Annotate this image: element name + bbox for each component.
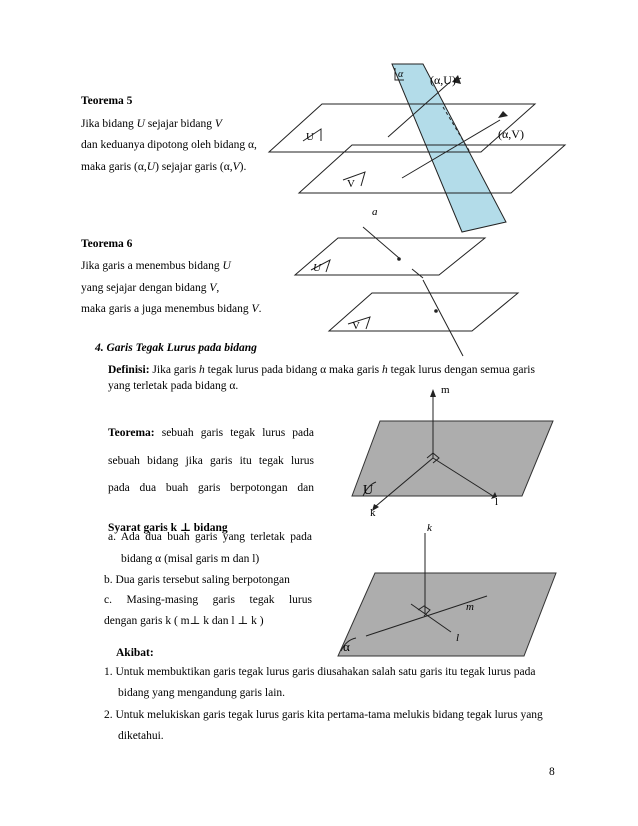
label-k: k — [370, 507, 376, 519]
plane-alpha-4 — [338, 573, 556, 656]
teorema-line-3: pada dua buah garis berpotongan dan — [108, 482, 314, 494]
syarat-b-line: b. Dua garis tersebut saling berpotongan — [104, 574, 290, 586]
label-alpha: α — [398, 69, 404, 80]
teorema-line-1: Teorema: sebuah garis tegak lurus pada — [108, 427, 314, 439]
label-u-2: U — [313, 262, 321, 274]
teorema-6-line-2: yang sejajar dengan bidang V, — [81, 282, 220, 294]
label-u-3: U — [363, 483, 374, 498]
label-l: l — [495, 496, 499, 508]
teorema-6-line-3: maka garis a juga menembus bidang V. — [81, 303, 262, 315]
akibat-item-1-line-1: 1. Untuk membuktikan garis tegak lurus garis diusahakan salah satu garis itu tegak lurus pada — [104, 666, 536, 678]
teorema-6-title: Teorema 6 — [81, 238, 133, 250]
label-alpha-v: (α,V) — [498, 127, 524, 141]
label-v-2: V — [352, 320, 360, 332]
label-k-4: k — [427, 522, 432, 534]
label-alpha-u: (α,U) — [430, 73, 456, 87]
teorema-6-line-1: Jika garis a menembus bidang U — [81, 260, 231, 272]
syarat-c-line-1: c. Masing-masing garis tegak lurus — [104, 594, 312, 606]
label-u: U — [306, 131, 314, 143]
akibat-title: Akibat: — [116, 647, 154, 659]
section-4-heading: 4. Garis Tegak Lurus pada bidang — [95, 342, 257, 354]
label-a: a — [372, 206, 378, 218]
label-m-4: m — [466, 601, 474, 613]
definition-line-2: yang terletak pada bidang α. — [108, 380, 239, 392]
label-m: m — [441, 384, 450, 396]
teorema-5-title: Teorema 5 — [81, 95, 133, 107]
label-v: V — [347, 178, 355, 190]
syarat-a-line-2: bidang α (misal garis m dan l) — [121, 553, 260, 565]
akibat-item-1-line-2: bidang yang mengandung garis lain. — [118, 687, 286, 699]
teorema-5-line-2: dan keduanya dipotong oleh bidang α, — [81, 139, 257, 151]
page-number: 8 — [549, 766, 555, 778]
syarat-title: Syarat garis k ⊥ bidang — [108, 522, 228, 534]
teorema-5-line-3: maka garis (α,U) sejajar garis (α,V). — [81, 161, 247, 173]
teorema-5-line-1: Jika bidang U sejajar bidang V — [81, 118, 222, 130]
label-l-4: l — [456, 632, 460, 644]
syarat-a-line-1: a. Ada dua buah garis yang terletak pada — [108, 531, 312, 543]
akibat-item-2-line-2: diketahui. — [118, 730, 164, 742]
teorema-line-2: sebuah bidang jika garis itu tegak lurus — [108, 455, 314, 467]
definition-line-1: Definisi: Jika garis h tegak lurus pada bidang α maka garis h tegak lurus dengan semua garis — [108, 364, 535, 376]
syarat-c-line-2: dengan garis k ( m⊥ k dan l ⊥ k ) — [104, 615, 264, 627]
akibat-item-2-line-1: 2. Untuk melukiskan garis tegak lurus garis kita pertama-tama melukis bidang tegak lurus yang — [104, 709, 543, 721]
label-alpha-4: α — [343, 639, 350, 654]
